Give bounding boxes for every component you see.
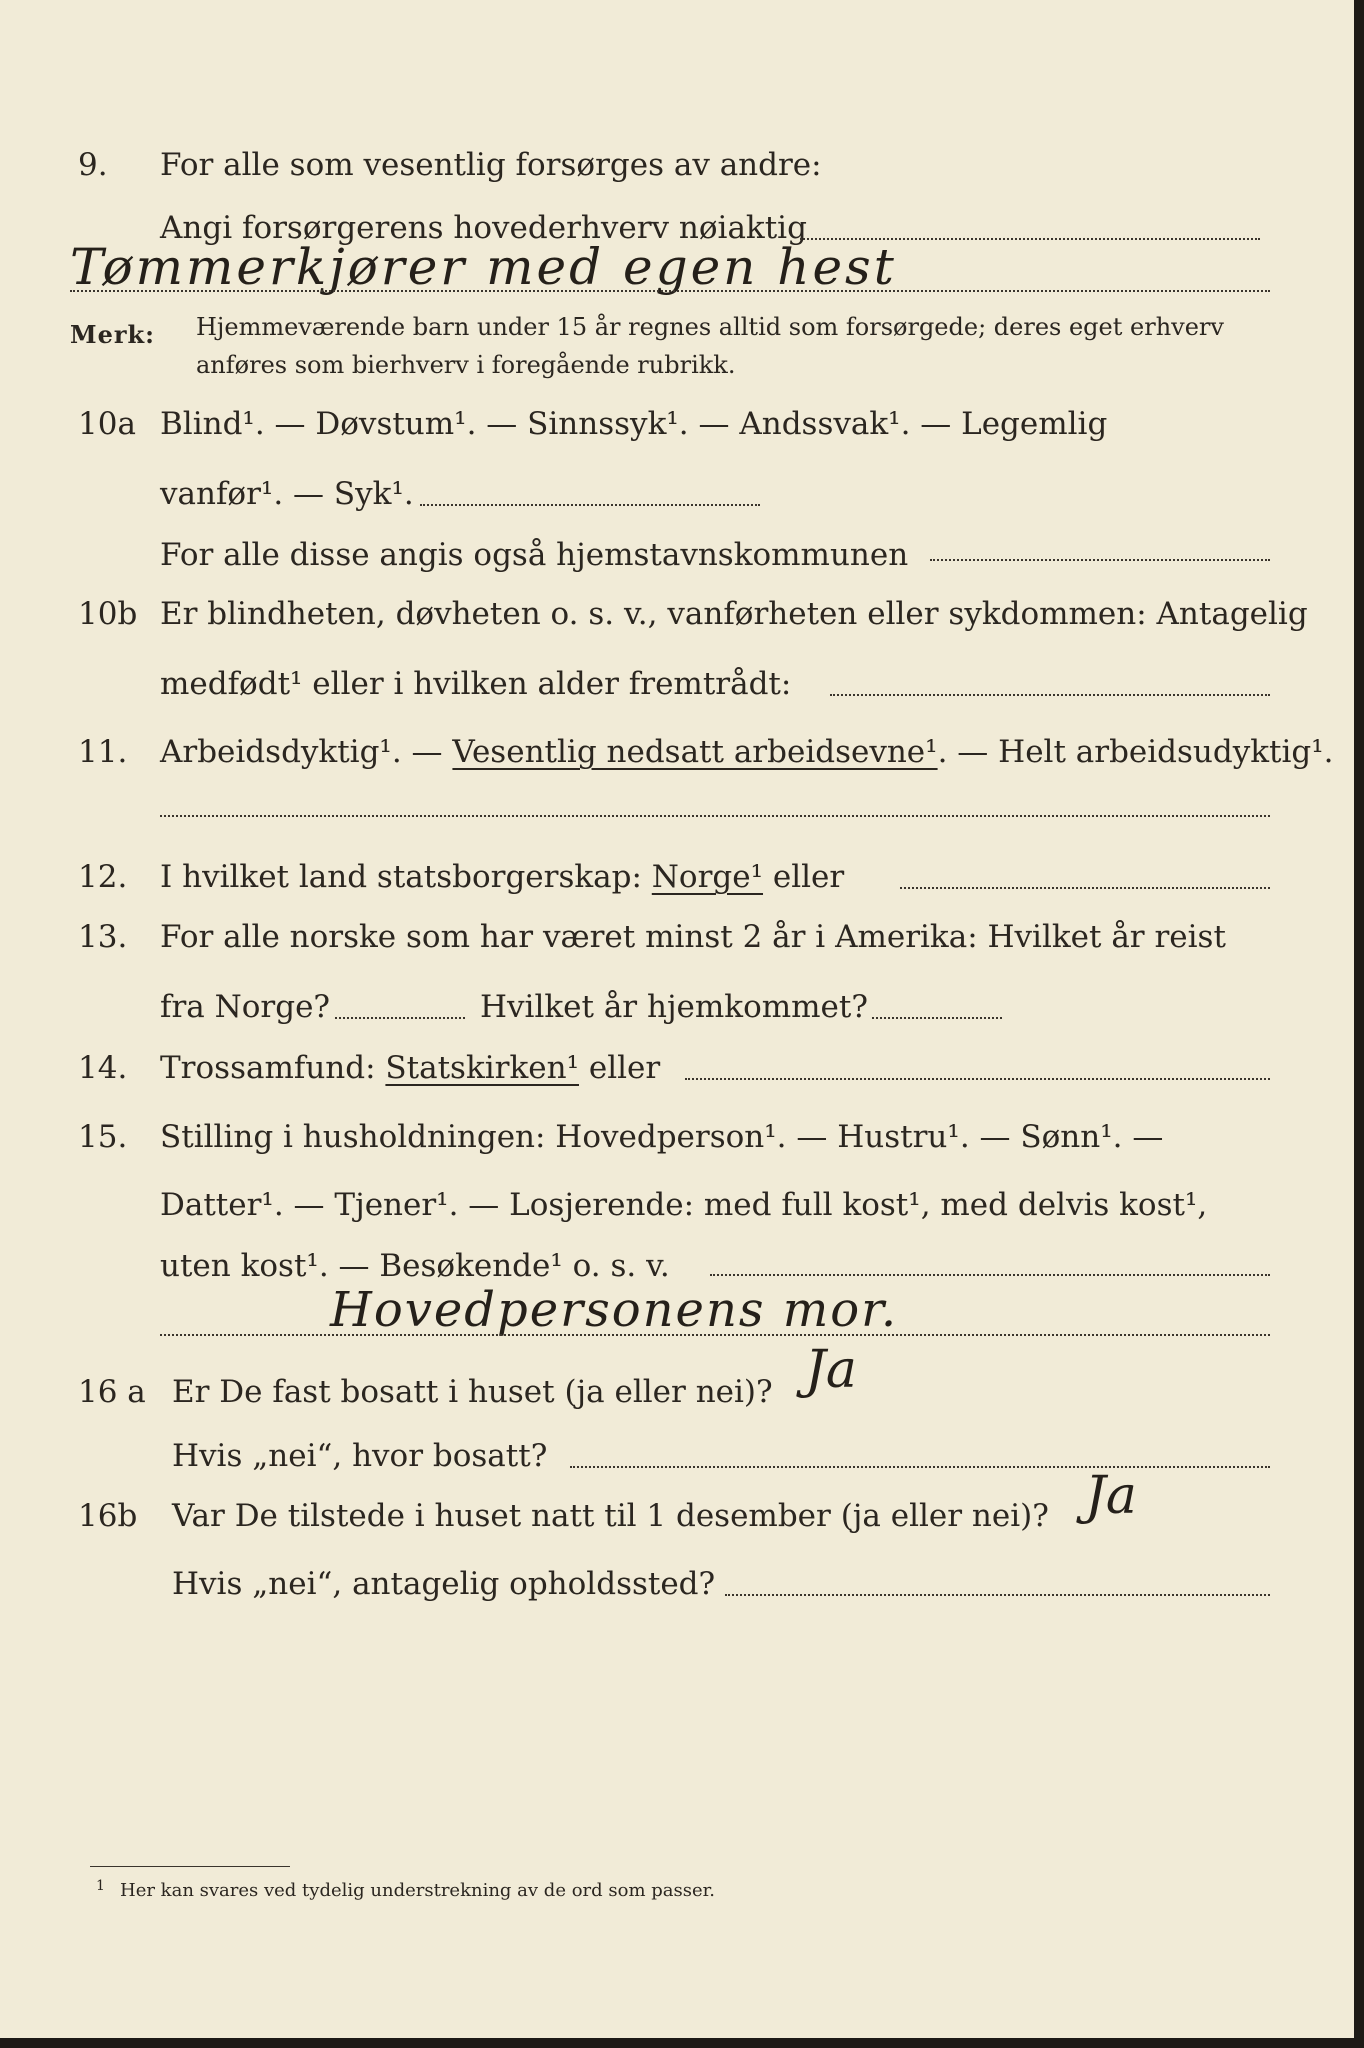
q13-dotted-line bbox=[335, 1017, 465, 1019]
footnote-mark: 1 bbox=[96, 1878, 105, 1894]
q10a-line-3: For alle disse angis også hjemstavnskommunen bbox=[160, 537, 909, 573]
q12-eller: eller bbox=[763, 859, 845, 895]
merk-note-line-2: anføres som bierhverv i foregående rubrikk. bbox=[196, 351, 736, 379]
q15-line-2: Datter¹. — Tjener¹. — Losjerende: med full kost¹, med delvis kost¹, bbox=[160, 1187, 1208, 1223]
q9-question: For alle som vesentlig forsørges av andre: bbox=[160, 147, 822, 183]
q9-answer-line bbox=[70, 290, 1270, 292]
q14-dotted-line bbox=[685, 1078, 1270, 1080]
q15-number: 15. bbox=[78, 1119, 128, 1155]
footnote-text: Her kan svares ved tydelig understrekning av de ord som passer. bbox=[120, 1880, 715, 1901]
q15-line-3: uten kost¹. — Besøkende¹ o. s. v. bbox=[160, 1248, 670, 1284]
q11-option-nedsatt-underlined: Vesentlig nedsatt arbeidsevne¹ bbox=[452, 734, 938, 770]
footnote bbox=[96, 1878, 715, 1901]
q12-question: I hvilket land statsborgerskap: bbox=[160, 859, 652, 895]
q14-eller: eller bbox=[579, 1050, 661, 1086]
q16a-number: 16 a bbox=[78, 1374, 146, 1410]
merk-label: Merk: bbox=[70, 320, 155, 349]
q11-option-dyktig: Arbeidsdyktig¹. — bbox=[160, 734, 453, 770]
merk-note-line-1: Hjemmeværende barn under 15 år regnes alltid som forsørgede; deres eget erhverv bbox=[196, 313, 1224, 341]
q10a-dotted-line-2 bbox=[930, 559, 1270, 561]
q11-number: 11. bbox=[78, 734, 128, 770]
q9-handwritten-answer: Tømmerkjører med egen hest bbox=[70, 238, 897, 296]
q16a-handwritten-answer: Ja bbox=[805, 1340, 857, 1400]
q11-dotted-line bbox=[160, 815, 1270, 817]
q11-option-udyktig: . — Helt arbeidsudyktig¹. bbox=[937, 734, 1334, 770]
q16b-line-2: Hvis „nei“, antagelig opholdssted? bbox=[172, 1566, 716, 1602]
q16a-question: Er De fast bosatt i huset (ja eller nei)? bbox=[172, 1374, 773, 1410]
q16a-line-2: Hvis „nei“, hvor bosatt? bbox=[172, 1438, 548, 1474]
q16a-dotted-line bbox=[570, 1466, 1270, 1468]
q14-statskirken-underlined: Statskirken¹ bbox=[385, 1050, 579, 1086]
q10a-dotted-line bbox=[420, 504, 760, 506]
q12-dotted-line bbox=[900, 887, 1270, 889]
q10a-line-1: Blind¹. — Døvstum¹. — Sinnssyk¹. — Andssvak¹. — Legemlig bbox=[160, 406, 1108, 442]
q13-line-2a: fra Norge? bbox=[160, 989, 331, 1025]
q13-line-2b: Hvilket år hjemkommet? bbox=[480, 989, 868, 1025]
q16b-dotted-line bbox=[725, 1594, 1270, 1596]
q10a-line-2: vanfør¹. — Syk¹. bbox=[160, 476, 414, 512]
q15-handwritten-answer: Hovedpersonens mor. bbox=[330, 1282, 899, 1338]
q14-number: 14. bbox=[78, 1050, 128, 1086]
q10b-number: 10b bbox=[78, 596, 138, 632]
q16b-question: Var De tilstede i huset natt til 1 desember (ja eller nei)? bbox=[172, 1498, 1049, 1534]
q10b-line-2: medfødt¹ eller i hvilken alder fremtrådt: bbox=[160, 666, 792, 702]
q10b-line-1: Er blindheten, døvheten o. s. v., vanførheten eller sykdommen: Antagelig bbox=[160, 596, 1308, 632]
q13-dotted-line-2 bbox=[872, 1017, 1002, 1019]
footnote-rule bbox=[90, 1866, 290, 1867]
q12-text bbox=[160, 857, 844, 897]
q16b-number: 16b bbox=[78, 1498, 138, 1534]
q9-number: 9. bbox=[78, 147, 108, 183]
q14-question: Trossamfund: bbox=[160, 1050, 386, 1086]
q10b-dotted-line bbox=[830, 694, 1270, 696]
q9-instruction: Angi forsørgerens hovederhverv nøiaktig bbox=[160, 210, 807, 246]
q14-text bbox=[160, 1048, 660, 1088]
q16b-handwritten-answer: Ja bbox=[1085, 1466, 1137, 1526]
q10a-number: 10a bbox=[78, 406, 136, 442]
q13-line-1: For alle norske som har været minst 2 år i Amerika: Hvilket år reist bbox=[160, 919, 1226, 955]
q12-number: 12. bbox=[78, 859, 128, 895]
q15-line-1: Stilling i husholdningen: Hovedperson¹. — Hustru¹. — Sønn¹. — bbox=[160, 1119, 1164, 1155]
q11-text bbox=[160, 732, 1334, 772]
q15-dotted-line bbox=[710, 1274, 1270, 1276]
q13-number: 13. bbox=[78, 919, 128, 955]
q12-norge-underlined: Norge¹ bbox=[651, 859, 764, 895]
q15-answer-line bbox=[160, 1334, 1270, 1336]
